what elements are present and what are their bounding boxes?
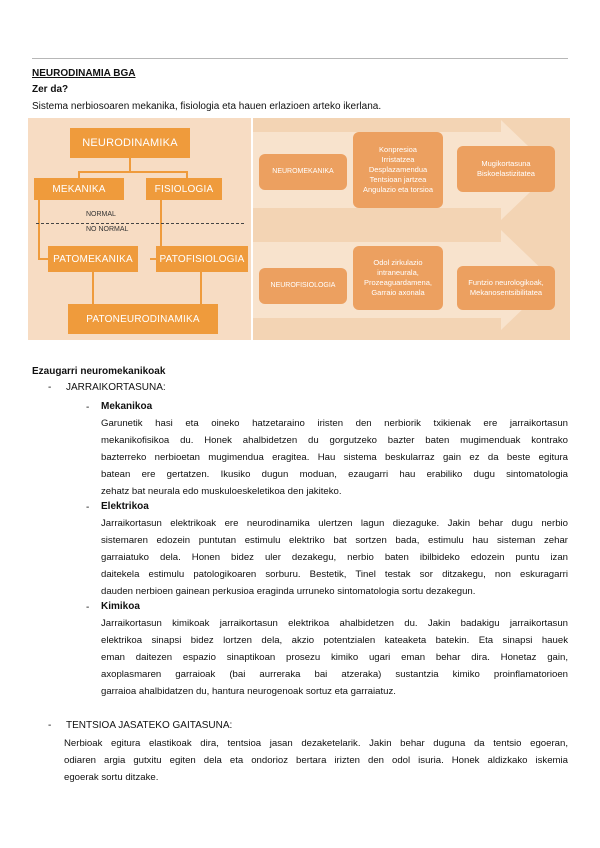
bullet-label: JARRAIKORTASUNA: xyxy=(66,382,166,393)
label-normal: NORMAL xyxy=(86,211,116,218)
box-mekanika-list xyxy=(353,132,443,208)
mek-item: Konpresioa xyxy=(379,144,417,154)
mek-item: Irristatzea xyxy=(381,154,415,164)
box-fis-list: Odol zirkulazio intraneurala, Prozeaguardamena, Garraio axonala xyxy=(353,246,443,310)
box-mekanika: MEKANIKA xyxy=(34,178,124,200)
box-fisiologia: FISIOLOGIA xyxy=(146,178,222,200)
box-mek-result: Mugikortasuna Biskoelastizitatea xyxy=(457,146,555,192)
text-line: zehatz bat neurala edo muskuloeskeletikoa den jakiteko. xyxy=(101,486,342,497)
mek-item: Angulazio eta torsioa xyxy=(362,185,434,195)
text-line: garraioa ahalbidatzen du, hantura neurogenoak sortuz eta garraiatuz. xyxy=(101,686,396,697)
connector xyxy=(92,272,94,306)
section-heading: Ezaugarri neuromekanikoak xyxy=(32,366,166,377)
top-rule xyxy=(32,58,568,59)
text-line: egoerak sortu ditzake. xyxy=(64,772,159,783)
text-line: Jarraikortasun kimikoak jarraikortasun elektrikoa ahalbidetzen du. Jakin badakigu jarraikortasun xyxy=(101,618,568,629)
box-patofisiologia: PATOFISIOLOGIA xyxy=(156,246,248,272)
elektrikoa-text xyxy=(101,515,568,600)
mek-item: Tentsioan jartzea xyxy=(369,175,427,185)
bullet-label: TENTSIOA JASATEKO GAITASUNA: xyxy=(66,720,233,731)
connector xyxy=(129,158,131,172)
sub-bullet-dash: - xyxy=(86,402,90,413)
normal-divider xyxy=(36,223,244,224)
text-line: sistemaren edozein puntutan estimulu elektriko bat sortzen bada, estimulu hau sisteman zehar xyxy=(101,535,568,546)
text-line: mekanikofisikoa du. Honek ahalbidetzen du gorgutzeko bazter baten mugimenduak kontrako xyxy=(101,435,568,446)
text-line: bazterreko nerbioetan mugimendua eragitea. Hau sistema beskularraz gain ez da beste egitura xyxy=(101,452,568,463)
text-line: dauden nerbioen gainean perkusioa eraginda urruneko sintomatologia sortu dezakegun. xyxy=(101,586,476,597)
text-line: Jarraikortasun elektrikoak ere neurodinamika ulertzen lagun diezaguke. Jakin behar dugu nerbio xyxy=(101,518,568,529)
box-patoneurodinamika: PATONEURODINAMIKA xyxy=(68,304,218,334)
kimikoa-text xyxy=(101,615,568,700)
bullet-tentsioa xyxy=(48,720,233,731)
mek-item: Desplazamendua xyxy=(368,164,428,174)
mekanikoa-text xyxy=(101,415,568,500)
box-neurodinamika: NEURODINAMIKA xyxy=(70,128,190,158)
text-line: odiaren argia gutxitu egiten dela eta ondorioz bertara irizten den odol isuria. Honek aldizkako iskemia xyxy=(64,755,568,766)
box-neurofisiologia: NEUROFISIOLOGIA xyxy=(259,268,347,304)
bullet-dash: - xyxy=(48,382,52,393)
bullet-jarraikortasuna xyxy=(48,382,166,393)
tentsioa-text xyxy=(64,735,568,786)
mekanikoa-title: Mekanikoa xyxy=(101,401,153,412)
kimikoa-title: Kimikoa xyxy=(101,601,140,612)
label-no-normal: NO NORMAL xyxy=(86,226,129,233)
text-line: axoplasmaren garraioak (bai aurreraka bai atzeraka) sustantzia kimiko proinflamatorioen xyxy=(101,669,568,680)
text-line: garraiatuko dela. Honen bidez uler dezakegu, nerbio baten ibilbideko edozein puntu izan xyxy=(101,552,568,563)
box-patomekanika: PATOMEKANIKA xyxy=(48,246,138,272)
text-line: batean ere gertatzen. Ikusiko dugun moduan, ezaugarri hau erabiliko dugu sintomatologia xyxy=(101,469,568,480)
text-line: daitekela estimulu patologikoaren sorburu. Bestetik, Tinel testak sor ditzakegu, non eskuragarri xyxy=(101,569,568,580)
elektrikoa-title: Elektrikoa xyxy=(101,501,149,512)
box-neuromekanika: NEUROMEKANIKA xyxy=(259,154,347,190)
box-fis-result: Funtzio neurologikoak, Mekanosentsibilitatea xyxy=(457,266,555,310)
section-question: Zer da? xyxy=(32,84,69,95)
text-line: Nerbioak egitura elastikoak dira, tentsioa jasan dezaketelarik. Jakin behar duguna da tentsio egoeran, xyxy=(64,738,568,749)
intro-text: Sistema nerbiosoaren mekanika, fisiologia eta hauen erlazioen arteko ikerlana. xyxy=(32,101,382,112)
text-line: eman daitezen espazio sinaptikoan prosezu kimiko ugari eman behar dira. Honetaz gain, xyxy=(101,652,568,663)
connector xyxy=(38,200,40,260)
bullet-dash: - xyxy=(48,720,52,731)
document-title: NEURODINAMIA BGA xyxy=(32,68,136,79)
connector xyxy=(200,272,202,306)
neuromechanics-diagram xyxy=(253,118,570,340)
text-line: Garunetik hasi eta oineko hatzetaraino iristen den nerbiorik txikienak ere jarraikortasun xyxy=(101,418,568,429)
neurodinamika-diagram xyxy=(28,118,251,340)
sub-bullet-dash: - xyxy=(86,502,90,513)
sub-bullet-dash: - xyxy=(86,602,90,613)
connector xyxy=(78,171,188,173)
text-line: elektrikoa sinapsi bidez lortzen dela, akzio potentzialen kateaketa batekin. Eta sinapsi hauek xyxy=(101,635,568,646)
